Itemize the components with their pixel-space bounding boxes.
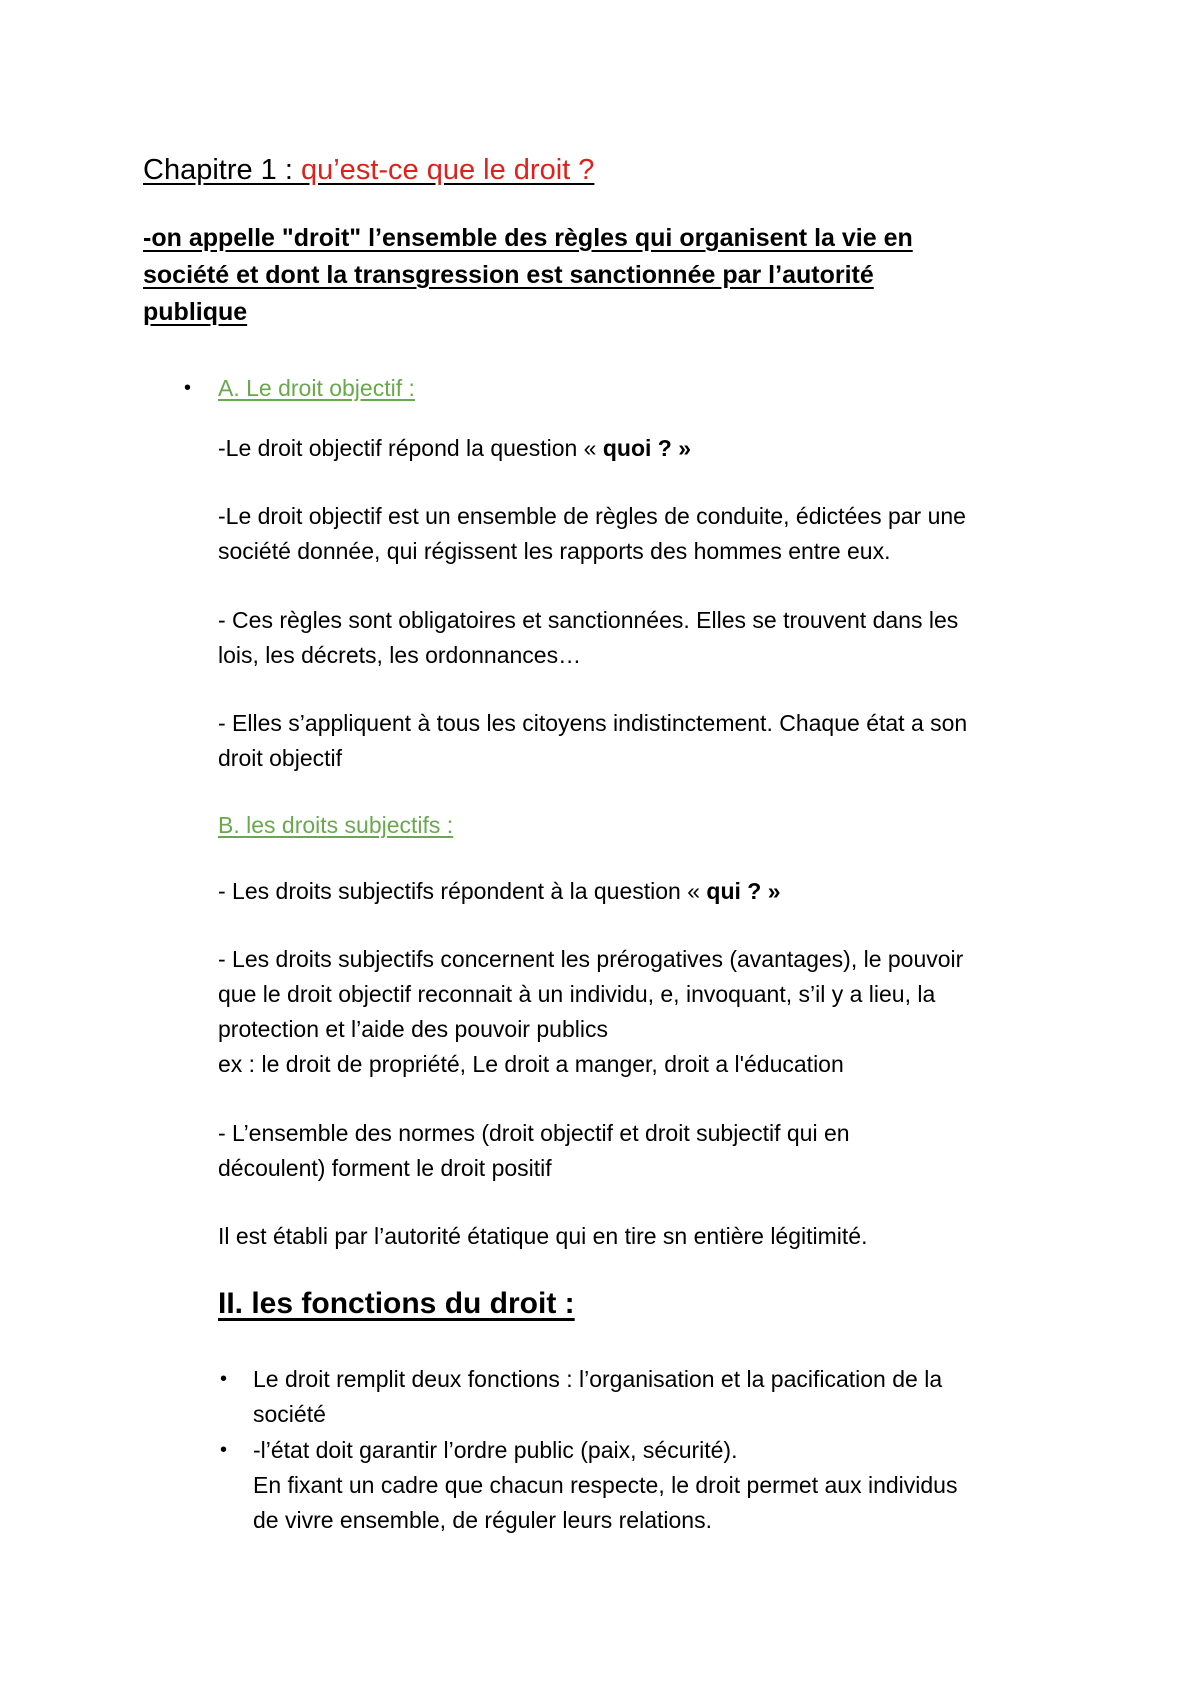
section-a-p4-line-2: droit objectif — [218, 745, 343, 771]
section-2-bullet-1-line-2: société — [253, 1401, 326, 1427]
section-2-bullet-2-line-2: En fixant un cadre que chacun respecte, le droit permet aux individus — [253, 1472, 958, 1498]
bullet-dot-icon: • — [220, 1439, 228, 1461]
bullet-dot-icon: • — [184, 377, 192, 399]
definition-line-2: société et dont la transgression est sanctionnée par l’autorité — [143, 261, 874, 289]
section-a-p1-bold: quoi ? » — [602, 435, 692, 461]
section-a-p1-text: -Le droit objectif répond la question « — [218, 435, 603, 461]
section-b-paragraph-1 — [218, 874, 781, 908]
definition-line-3: publique — [143, 298, 248, 326]
section-b-p1-text: - Les droits subjectifs répondent à la question « — [218, 878, 707, 904]
section-b-p1-bold: qui ? » — [706, 878, 781, 904]
section-a-p2-line-1: -Le droit objectif est un ensemble de règles de conduite, édictées par une — [218, 503, 966, 529]
chapter-title — [143, 150, 594, 190]
section-b-p4: Il est établi par l’autorité étatique qui en tire sn entière légitimité. — [218, 1223, 868, 1249]
section-2-heading: II. les fonctions du droit : — [218, 1287, 575, 1320]
section-b-p3-line-1: - L’ensemble des normes (droit objectif et droit subjectif qui en — [218, 1120, 850, 1146]
section-b-p2-line-4: ex : le droit de propriété, Le droit a manger, droit a l'éducation — [218, 1051, 844, 1077]
section-b-p2-line-2: que le droit objectif reconnait à un individu, e, invoquant, s’il y a lieu, la — [218, 981, 936, 1007]
section-2-bullet-1-line-1: Le droit remplit deux fonctions : l’organisation et la pacification de la — [253, 1366, 943, 1392]
section-a-paragraph-1 — [218, 431, 691, 465]
bullet-dot-icon: • — [220, 1368, 228, 1390]
section-2-bullet-2-line-1: -l’état doit garantir l’ordre public (paix, sécurité). — [253, 1437, 738, 1463]
section-a-p4-line-1: - Elles s’appliquent à tous les citoyens indistinctement. Chaque état a son — [218, 710, 968, 736]
section-2-bullet-2-line-3: de vivre ensemble, de réguler leurs relations. — [253, 1507, 712, 1533]
section-a-p2-line-2: société donnée, qui régissent les rapports des hommes entre eux. — [218, 538, 891, 564]
section-a-p3-line-2: lois, les décrets, les ordonnances… — [218, 642, 582, 668]
section-b-heading: B. les droits subjectifs : — [218, 812, 454, 838]
definition-line-1: -on appelle "droit" l’ensemble des règles qui organisent la vie en — [143, 224, 913, 252]
section-a-p3-line-1: - Ces règles sont obligatoires et sanctionnées. Elles se trouvent dans les — [218, 607, 959, 633]
section-b-p3-line-2: découlent) forment le droit positif — [218, 1155, 552, 1181]
section-b-p2-line-1: - Les droits subjectifs concernent les prérogatives (avantages), le pouvoir — [218, 946, 964, 972]
chapter-title-question: qu’est-ce que le droit ? — [300, 154, 595, 186]
section-a-heading: A. Le droit objectif : — [218, 375, 415, 401]
section-b-p2-line-3: protection et l’aide des pouvoir publics — [218, 1016, 608, 1042]
chapter-title-prefix: Chapitre 1 : — [143, 154, 301, 186]
